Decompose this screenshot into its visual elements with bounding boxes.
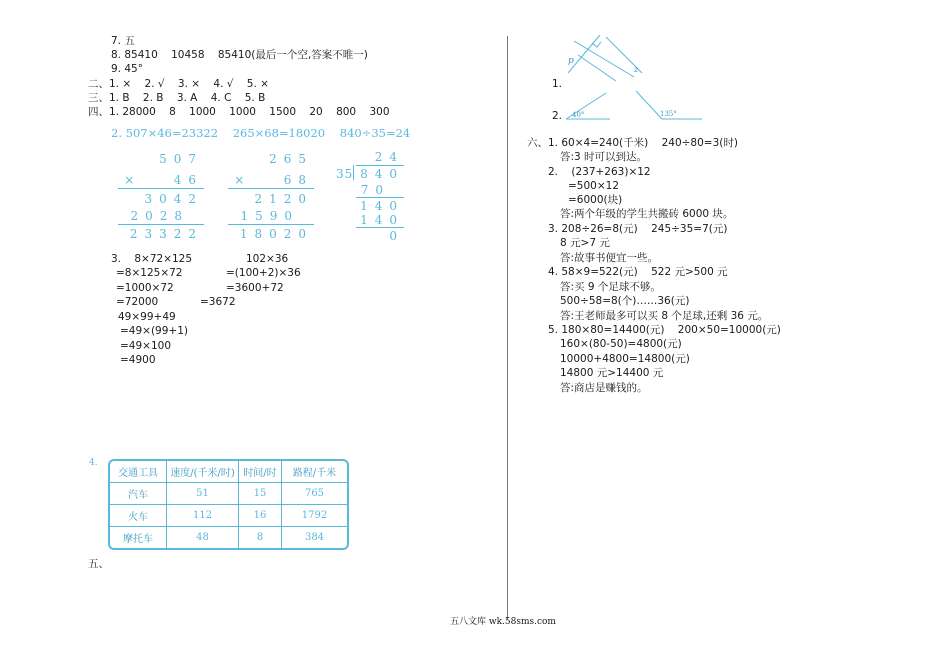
- column-divider: [507, 36, 508, 620]
- calc-row: 1590: [240, 209, 299, 223]
- section-6-step: 500÷58=8(个)……36(元): [560, 295, 690, 307]
- section-6-q4: 4. 58×9=522(元) 522 元>500 元: [548, 266, 728, 278]
- figure-line: [578, 55, 616, 81]
- section-6-step: 14800 元>14400 元: [560, 367, 664, 379]
- section-6-answer: 答:两个年级的学生共搬砖 6000 块。: [560, 208, 734, 220]
- table-cell: 384: [304, 532, 325, 543]
- table-cell: 汽车: [110, 483, 167, 505]
- item-3-step: =4900: [120, 354, 156, 366]
- long-division-840-by-35: [336, 150, 406, 245]
- table-cell: 1792: [282, 505, 347, 527]
- item-3-expr-a: 3. 8×72×125: [111, 253, 193, 265]
- calc-row: 507: [159, 152, 203, 166]
- table-header-cell: 交通工具: [110, 461, 167, 483]
- calc-line: [228, 188, 314, 189]
- division-bar: [356, 165, 404, 166]
- table-cell: 8: [239, 527, 282, 548]
- division-divisor: 35: [336, 167, 354, 181]
- vertical-calc-265x68: [228, 152, 313, 242]
- section-6-step: 10000+4800=14800(元): [560, 353, 690, 365]
- table-cell: 51: [167, 483, 239, 505]
- item-3-step: =72000: [116, 296, 159, 308]
- table-row: [110, 527, 347, 548]
- table-cell: 765: [282, 483, 347, 505]
- table-cell: 摩托车: [110, 527, 167, 548]
- section-6-q1: 六、1. 60×4=240(千米) 240÷80=3(时): [527, 137, 738, 149]
- table-header-cell: 时间/时: [239, 461, 282, 483]
- division-dividend: 840: [360, 167, 404, 181]
- table-cell: 48: [167, 527, 239, 548]
- item-3-step: =3672: [200, 296, 236, 308]
- calc-row: 2028: [130, 209, 189, 223]
- division-quotient: 24: [374, 150, 404, 164]
- item-3-step: =8×125×72: [116, 267, 183, 279]
- label-z: z: [634, 65, 639, 74]
- figure-number-2: 2.: [552, 110, 563, 122]
- table-cell: 112: [167, 505, 239, 527]
- vertical-calc-507x46: [118, 152, 203, 242]
- section-6-step: =6000(块): [568, 194, 623, 206]
- section-4-answers: 四、1. 28000 8 1000 1000 1500 20 800 300: [88, 106, 390, 118]
- item-3-step: =3600+72: [226, 282, 284, 294]
- page-footer: 五八文库 wk.58sms.com: [450, 617, 556, 627]
- section-6-step: 160×(80-50)=4800(元): [560, 338, 682, 350]
- calc-row: 265: [269, 152, 313, 166]
- section-6-step: =500×12: [568, 180, 619, 192]
- answer-7: 7. 五: [111, 35, 135, 47]
- calc-row: 18020: [239, 227, 313, 241]
- division-line: [356, 227, 404, 228]
- angle-label-1: 40°: [572, 111, 585, 119]
- calc-row: × 46: [124, 173, 203, 187]
- label-p: p: [568, 56, 574, 66]
- calc-row: 2120: [254, 192, 313, 206]
- division-row: 0: [389, 229, 404, 243]
- section-6-answer: 答:商店是赚钱的。: [560, 382, 648, 394]
- item-4-label: 4.: [89, 458, 98, 468]
- table-cell: 16: [239, 505, 282, 527]
- calc-line: [118, 188, 204, 189]
- table-cell: 15: [239, 483, 282, 505]
- section-6-answer: 答:王老师最多可以买 8 个足球,还剩 36 元。: [560, 310, 769, 322]
- section-2-answers: 二、1. × 2. √ 3. × 4. √ 5. ×: [88, 78, 269, 90]
- table-header-cell: 速度/(千米/时): [167, 461, 239, 483]
- calc-line: [228, 224, 314, 225]
- division-row: 140: [360, 213, 404, 227]
- item-3-step: =49×(99+1): [120, 325, 188, 337]
- calc-row: 3042: [144, 192, 203, 206]
- section-6-answer: 答:买 9 个足球不够。: [560, 281, 661, 293]
- division-row: 70: [360, 183, 390, 197]
- section-6-answer: 答:故事书便宜一些。: [560, 252, 659, 264]
- item-3-step: =(100+2)×36: [226, 267, 301, 279]
- table-row: [110, 483, 347, 505]
- table-header-row: [110, 461, 347, 483]
- section-6-answer: 答:3 时可以到达。: [560, 151, 648, 163]
- section-6-q5: 5. 180×80=14400(元) 200×50=10000(元): [548, 324, 781, 336]
- section-3-answers: 三、1. B 2. B 3. A 4. C 5. B: [88, 92, 266, 104]
- figure-number-1: 1.: [552, 78, 563, 90]
- answer-9: 9. 45°: [111, 63, 143, 75]
- angle-label-2: 135°: [660, 110, 677, 118]
- item-3-step: =1000×72: [116, 282, 174, 294]
- figure-line: [636, 91, 662, 119]
- division-row: 140: [360, 199, 404, 213]
- division-line: [356, 197, 404, 198]
- item-3-expr-c: 49×99+49: [118, 311, 176, 323]
- item-3-expr-b: 102×36: [246, 253, 289, 265]
- calc-row: × 68: [234, 173, 313, 187]
- calc-line: [118, 224, 204, 225]
- table-cell: 火车: [110, 505, 167, 527]
- section-6-step: 8 元>7 元: [560, 237, 610, 249]
- item-2-heading: 2. 507×46=23322 265×68=18020 840÷35=24: [111, 126, 411, 140]
- angle-figure: [552, 33, 712, 125]
- table-row: [110, 505, 347, 527]
- table-header-cell: 路程/千米: [282, 461, 347, 483]
- section-6-q2: 2. (237+263)×12: [548, 166, 651, 178]
- section-6-q3: 3. 208÷26=8(元) 245÷35=7(元): [548, 223, 728, 235]
- transport-table: [108, 459, 349, 550]
- item-3-step: =49×100: [120, 340, 171, 352]
- section-5-label: 五、: [88, 558, 109, 570]
- calc-row: 23322: [129, 227, 203, 241]
- answer-8: 8. 85410 10458 85410(最后一个空,答案不唯一): [111, 49, 368, 61]
